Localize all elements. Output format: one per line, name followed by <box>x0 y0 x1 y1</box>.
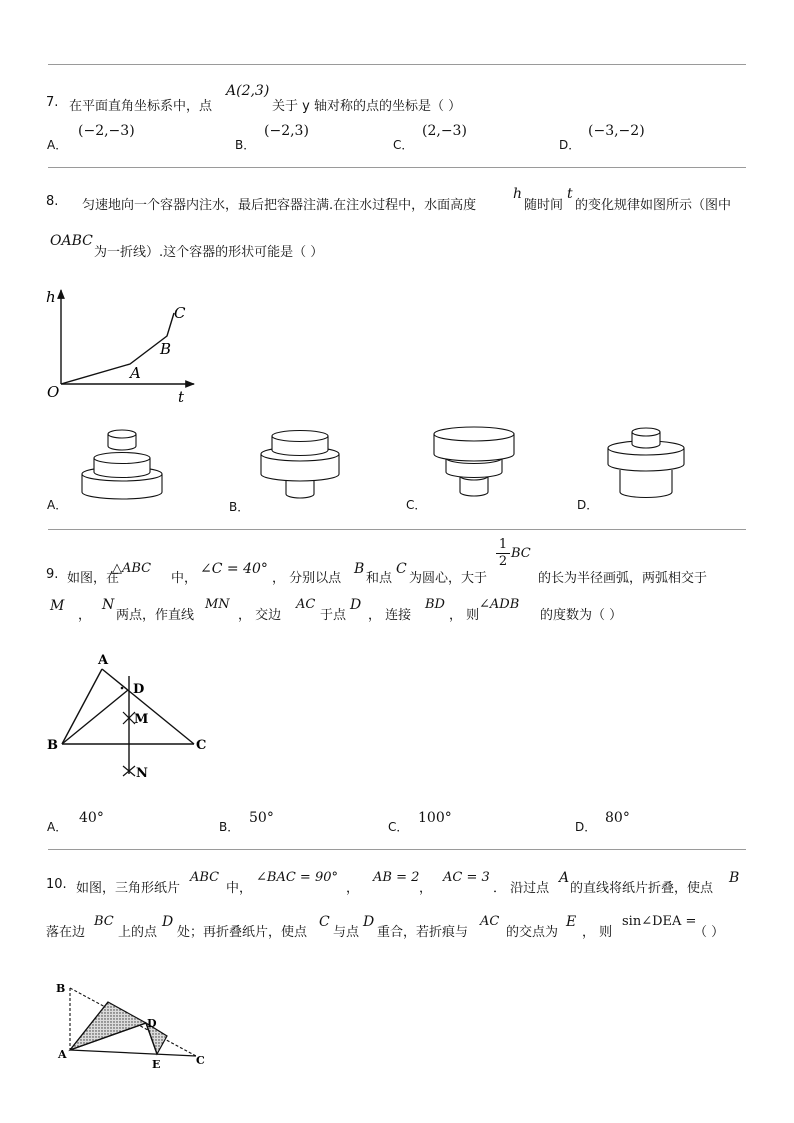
q10-line1-a: 如图，三角形纸片 <box>76 881 181 896</box>
q10-line2-g: ， 则 <box>582 925 613 940</box>
q9-option-b-letter[interactable]: B． <box>219 820 240 834</box>
divider-q9 <box>48 529 746 530</box>
q10-d: D <box>162 914 174 930</box>
q7-option-d-letter[interactable]: D． <box>559 138 581 152</box>
q10-side-ac <box>70 1050 196 1056</box>
q8-container-b[interactable] <box>256 424 366 504</box>
q9-triangle: △ABC <box>112 561 152 576</box>
q7-option-c-letter[interactable]: C． <box>393 138 414 152</box>
q10-line1-d: 的直线将纸片折叠，使点 <box>570 881 714 896</box>
q10-line2-d: 与点 <box>333 925 360 940</box>
q10-line2-e: 重合，若折痕与 <box>377 925 469 940</box>
q9-line1-d: 和点 <box>366 571 393 586</box>
q9-n: N <box>102 597 115 613</box>
q10-line2-f: 的交点为 <box>506 925 559 940</box>
q10-a: A <box>559 870 570 886</box>
q9-line2-e: ， 则 <box>449 608 480 623</box>
q10-figure <box>44 976 214 1072</box>
q8-line1-a: 匀速地向一个容器内注水，最后把容器注满.在注水过程中，水面高度 <box>82 198 477 213</box>
q9-figure <box>44 652 219 782</box>
q10-line2-h: （ ） <box>694 925 725 940</box>
q10-number: 10. <box>46 877 67 892</box>
q8-line2-text: 为一折线）.这个容器的形状可能是（ ） <box>94 245 324 260</box>
q9-line2-d: ， 连接 <box>368 608 412 623</box>
q7-option-a-value: (−2,−3) <box>78 123 135 139</box>
q10-angle-bac: ∠BAC = 90° <box>256 870 338 885</box>
q9-line1-b: 中， <box>171 571 198 586</box>
q10-line1-b: 中， <box>226 881 253 896</box>
q9-line2-f: 的度数为（ ） <box>540 608 623 623</box>
q10-bc: BC <box>94 914 114 929</box>
q7-text-1: 在平面直角坐标系中，点 <box>69 99 213 114</box>
q10-shaded-fold-1 <box>70 1002 146 1050</box>
q9-option-a-letter[interactable]: A． <box>47 820 68 834</box>
q10-label-a: A <box>58 1048 67 1061</box>
q9-option-c-value: 100° <box>418 810 452 826</box>
q9-label-d: D <box>133 682 145 697</box>
q9-side-ab <box>62 669 102 744</box>
q8-h-symbol: h <box>513 186 523 202</box>
q8-label-a: A <box>130 364 141 382</box>
q8-option-b[interactable]: B． <box>229 500 250 514</box>
q9-m: M <box>50 598 65 614</box>
q7-option-d-value: (−3,−2) <box>588 123 645 139</box>
q9-fraction-den: 2 <box>498 554 508 569</box>
q10-c: C <box>319 914 330 930</box>
q10-sep-1: ， <box>346 881 360 896</box>
q8-option-d[interactable]: D． <box>577 498 599 512</box>
q10-ac: AC = 3 <box>443 870 490 885</box>
q10-line2-b: 上的点 <box>118 925 158 940</box>
q7-option-a-letter[interactable]: A． <box>47 138 68 152</box>
q7-option-b-value: (−2,3) <box>264 123 309 139</box>
q9-line2-c: 于点 <box>320 608 347 623</box>
q9-line1-e: 为圆心，大于 <box>409 571 488 586</box>
q9-bc: BC <box>511 546 531 561</box>
q10-line1-c: ． 沿过点 <box>493 881 550 896</box>
q10-label-b: B <box>56 982 66 995</box>
q9-fraction <box>496 538 510 569</box>
q8-graph <box>44 284 204 404</box>
q8-label-t: t <box>178 388 185 404</box>
q10-sep-2: ， <box>419 881 433 896</box>
q8-option-a[interactable]: A． <box>47 498 68 512</box>
q9-angle-c: ∠C = 40° <box>200 561 268 577</box>
q10-label-c: C <box>196 1054 205 1067</box>
q8-line1-b: 随时间 <box>524 198 564 213</box>
q9-mn: MN <box>205 597 230 612</box>
q9-comma: ， <box>78 608 92 623</box>
q10-label-d: D <box>147 1017 157 1030</box>
q8-label-o: O <box>47 383 60 401</box>
q9-option-d-value: 80° <box>605 810 630 826</box>
q7-point: A(2,3) <box>226 83 270 99</box>
q9-line2-b: ， 交边 <box>238 608 282 623</box>
q9-angle-adb: ∠ADB <box>479 597 520 612</box>
q8-option-c[interactable]: C． <box>406 498 427 512</box>
q8-container-d[interactable] <box>602 424 712 504</box>
q8-label-c: C <box>174 304 186 322</box>
q9-c: C <box>396 561 407 577</box>
q10-ac-2: AC <box>480 914 500 929</box>
q8-label-b: B <box>160 340 172 358</box>
q9-point-d-mark <box>121 687 124 690</box>
q10-line2-a: 落在边 <box>46 925 86 940</box>
q7-option-c-value: (2,−3) <box>422 123 467 139</box>
q8-number: 8. <box>46 194 59 209</box>
q9-label-a: A <box>98 653 109 668</box>
q9-option-d-letter[interactable]: D． <box>575 820 597 834</box>
q9-option-c-letter[interactable]: C． <box>388 820 409 834</box>
q7-number: 7. <box>46 95 59 110</box>
q9-label-b: B <box>47 738 58 753</box>
divider-q10 <box>48 849 746 850</box>
divider-q8 <box>48 167 746 168</box>
q8-line1-c: 的变化规律如图所示（图中 <box>575 198 732 213</box>
q8-container-a[interactable] <box>78 424 188 504</box>
q9-bd: BD <box>425 597 445 612</box>
q9-d: D <box>350 597 362 613</box>
q9-line2-a: 两点，作直线 <box>116 608 195 623</box>
q9-line1-c: ， 分别以点 <box>272 571 342 586</box>
q9-label-n: N <box>136 766 148 781</box>
q10-e: E <box>566 914 577 930</box>
q9-line1-a: 如图，在 <box>67 571 120 586</box>
q8-container-c[interactable] <box>430 424 540 504</box>
q9-b: B <box>354 561 365 577</box>
q8-t-symbol: t <box>567 186 573 202</box>
q10-d-2: D <box>363 914 375 930</box>
q8-polyline-oabc <box>61 313 174 384</box>
q10-ab: AB = 2 <box>373 870 420 885</box>
q9-ac: AC <box>296 597 316 612</box>
q9-fraction-num: 1 <box>498 537 508 552</box>
q7-text-2: 关于 y 轴对称的点的坐标是（ ） <box>272 99 462 114</box>
q9-option-a-value: 40° <box>79 810 104 826</box>
q10-line2-c: 处；再折叠纸片，使点 <box>177 925 308 940</box>
divider-top <box>48 64 746 65</box>
q7-option-b-letter[interactable]: B． <box>235 138 256 152</box>
q9-number: 9. <box>46 567 59 582</box>
q10-label-e: E <box>152 1058 161 1071</box>
q10-sin-expr: sin∠DEA = <box>622 914 697 929</box>
q8-line2-math: OABC <box>50 233 93 249</box>
q10-b: B <box>729 870 740 886</box>
q9-option-b-value: 50° <box>249 810 274 826</box>
q8-label-h: h <box>46 288 56 306</box>
q10-abc: ABC <box>190 870 220 885</box>
q9-side-ac <box>102 669 194 744</box>
q9-segment-bd <box>62 690 128 744</box>
q9-label-c: C <box>196 738 207 753</box>
q9-label-m: M <box>134 712 149 727</box>
q9-line1-f: 的长为半径画弧，两弧相交于 <box>538 571 708 586</box>
